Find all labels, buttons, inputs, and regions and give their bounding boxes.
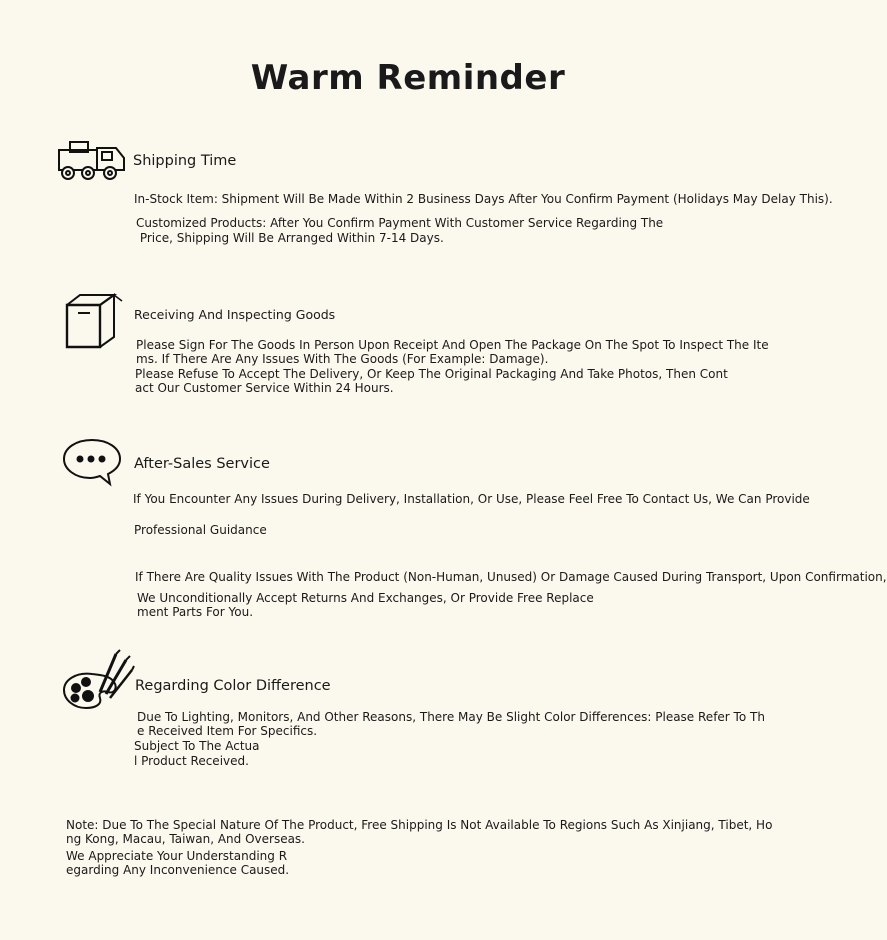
receiving-line: act Our Customer Service Within 24 Hours. xyxy=(135,381,394,395)
after-sales-line: If You Encounter Any Issues During Delivery, Installation, Or Use, Please Feel Free To Contact Us, We Can Provide xyxy=(133,492,810,506)
color-line: Subject To The Actua xyxy=(134,739,260,753)
paint-palette-icon xyxy=(62,648,134,712)
receiving-line: Please Sign For The Goods In Person Upon Receipt And Open The Package On The Spot To Inspect The Ite xyxy=(136,338,769,352)
page-title: Warm Reminder xyxy=(250,58,566,98)
receiving-heading: Receiving And Inspecting Goods xyxy=(134,307,336,322)
after-sales-line: If There Are Quality Issues With The Product (Non-Human, Unused) Or Damage Caused During Transport, Upon Confirmation, xyxy=(135,570,887,584)
note-line: egarding Any Inconvenience Caused. xyxy=(66,863,290,877)
after-sales-line: Professional Guidance xyxy=(134,523,267,537)
speech-bubble-icon xyxy=(62,438,124,488)
shipping-line: In-Stock Item: Shipment Will Be Made Within 2 Business Days After You Confirm Payment (Holidays May Delay This). xyxy=(134,192,833,206)
color-line: Due To Lighting, Monitors, And Other Reasons, There May Be Slight Color Differences: Please Refer To Th xyxy=(137,710,765,724)
color-line: l Product Received. xyxy=(134,754,249,768)
receiving-line: ms. If There Are Any Issues With The Goods (For Example: Damage). xyxy=(136,352,549,366)
note-line: ng Kong, Macau, Taiwan, And Overseas. xyxy=(66,832,305,846)
package-box-icon xyxy=(64,293,124,349)
receiving-line: Please Refuse To Accept The Delivery, Or Keep The Original Packaging And Take Photos, Then Cont xyxy=(135,367,728,381)
after-sales-heading: After-Sales Service xyxy=(134,456,270,472)
shipping-heading: Shipping Time xyxy=(133,153,237,169)
after-sales-line: ment Parts For You. xyxy=(137,605,254,619)
color-line: e Received Item For Specifics. xyxy=(137,724,318,738)
after-sales-line: We Unconditionally Accept Returns And Exchanges, Or Provide Free Replace xyxy=(137,591,594,605)
color-heading: Regarding Color Difference xyxy=(135,678,331,694)
shipping-line: Customized Products: After You Confirm Payment With Customer Service Regarding The xyxy=(136,216,664,230)
delivery-truck-icon xyxy=(56,138,128,182)
note-line: Note: Due To The Special Nature Of The Product, Free Shipping Is Not Available To Regions Such As Xinjiang, Tibet, Ho xyxy=(66,818,773,832)
shipping-line: Price, Shipping Will Be Arranged Within 7-14 Days. xyxy=(136,231,444,245)
note-line: We Appreciate Your Understanding R xyxy=(66,849,288,863)
